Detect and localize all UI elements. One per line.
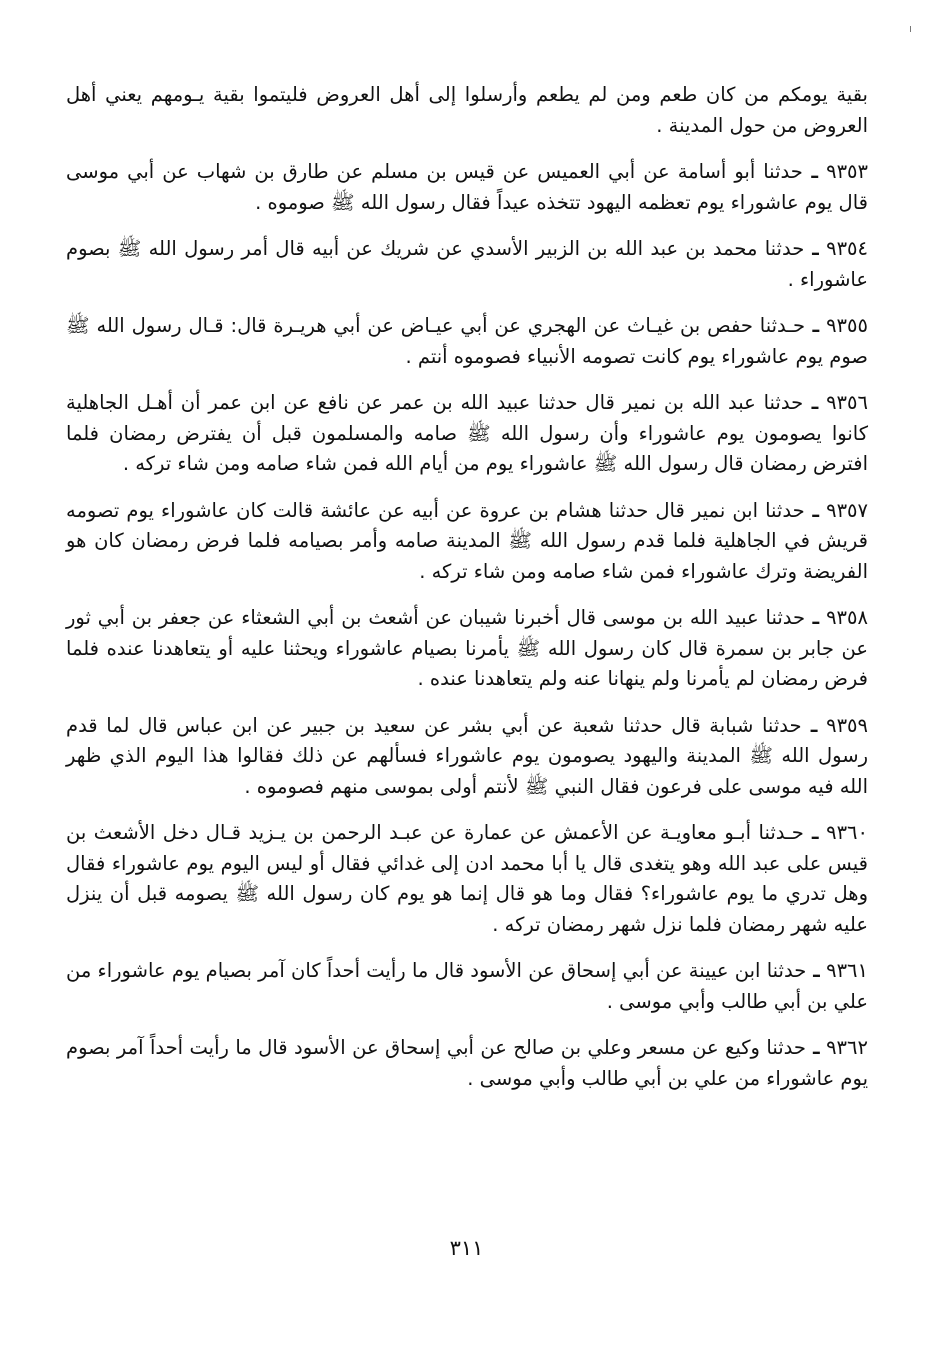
- hadith-text: حدثنا عبد الله بن نمير قال حدثنا عبيد الله بن عمر عن نافع عن ابن عمر أن أهـل الجاهلية كانوا يصومون يوم عاشوراء وأن رسول الله ﷺ صامه والمسلمون قبل أن يفترض رمضان فلما افترض رمضان قال رسول الله ﷺ عاشوراء يوم من أيام الله فمن شاء صامه ومن شاء تركه .: [66, 391, 868, 475]
- hadith-dash: ـ: [803, 821, 819, 844]
- hadith-number: ٩٣٥٥: [826, 314, 868, 337]
- hadith-dash: ـ: [806, 959, 820, 982]
- hadith-dash: ـ: [801, 713, 818, 737]
- hadith-text: حدثنا وكيع عن مسعر وعلي بن صالح عن أبي إسحاق عن الأسود قال ما رأيت أحداً آمر بصوم يوم عاشوراء من علي بن أبي طالب وأبي موسى .: [66, 1036, 868, 1090]
- hadith-text: حدثنا أبو أسامة عن أبي العميس عن قيس بن مسلم عن طارق بن شهاب عن أبي موسى قال يوم عاشوراء يوم تعظمه اليهود تتخذه عيداً فقال رسول الله ﷺ صوموه .: [66, 160, 868, 214]
- hadith-number: ٩٣٥٩: [826, 713, 868, 737]
- hadith-dash: ـ: [804, 498, 819, 522]
- hadith-text: حـدثنا أبـو معاويـة عن الأعمش عن عمارة عن عبـد الرحمن بن يـزيد قـال دخل الأشعث بن قيس على عبد الله وهو يتغدى قال يا أبا محمد ادن إلى غدائي فقال أو ليس اليوم يوم عاشوراء فقال وهل تدري ما يوم عاشوراء؟ فقال وما هو قال إنما هو يوم كان رسول الله ﷺ يصومه قبل أن ينزل عليه شهر رمضان فلما نزل شهر رمضان تركه .: [66, 821, 868, 936]
- hadith-9362: [66, 1033, 868, 1094]
- hadith-9354: [66, 234, 868, 295]
- hadith-9360: [66, 818, 868, 940]
- hadith-text: حدثنا ابن عيينة عن أبي إسحاق عن الأسود قال ما رأيت أحداً كان آمر بصيام يوم عاشوراء من علي بن أبي طالب وأبي موسى .: [66, 959, 868, 1013]
- hadith-dash: ـ: [804, 237, 819, 260]
- hadith-number: ٩٣٥٤: [826, 237, 868, 260]
- hadith-number: ٩٣٥٨: [826, 606, 868, 629]
- hadith-9357: [66, 496, 868, 588]
- hadith-text: حدثنا محمد بن عبد الله بن الزبير الأسدي عن شريك عن أبيه قال أمر رسول الله ﷺ بصوم عاشوراء .: [66, 237, 868, 291]
- hadith-9358: [66, 603, 868, 695]
- hadith-9355: [66, 311, 868, 372]
- hadith-number: ٩٣٥٣: [826, 160, 868, 183]
- hadith-dash: ـ: [805, 606, 820, 629]
- intro-text: بقية يومكم من كان طعم ومن لم يطعم وأرسلوا إلى أهل العروض فليتموا بقية يـومهم يعني أهل العروض من حول المدينة .: [66, 83, 868, 137]
- hadith-dash: ـ: [802, 160, 819, 183]
- hadith-9356: [66, 388, 868, 480]
- hadith-dash: ـ: [803, 391, 819, 414]
- page-number: ٣١١: [449, 1236, 484, 1260]
- hadith-number: ٩٣٦٠: [826, 821, 868, 844]
- hadith-number: ٩٣٦١: [826, 959, 868, 982]
- hadith-9361: [66, 956, 868, 1017]
- hadith-9359: [66, 711, 868, 803]
- hadith-dash: ـ: [805, 1036, 820, 1059]
- hadith-text: حـدثنا حفص بن غيـاث عن الهجري عن أبي عيـاض عن أبي هريـرة قال: قـال رسول الله ﷺ صوم يوم عاشوراء يوم كانت تصومه الأنبياء فصوموه أنتم .: [66, 314, 868, 368]
- hadith-text: حدثنا شبابة قال حدثنا شعبة عن أبي بشر عن سعيد بن جبير عن ابن عباس قال لما قدم رسول الله ﷺ المدينة واليهود يصومون يوم عاشوراء فسألهم عن ذلك فقالوا هذا اليوم الذي ظهر الله فيه موسى على فرعون فقال النبي ﷺ لأنتم أولى بموسى منهم فصوموه .: [66, 713, 868, 798]
- hadith-number: ٩٣٦٢: [826, 1036, 868, 1059]
- page-body: [66, 80, 868, 1110]
- intro-paragraph: [66, 80, 868, 141]
- hadith-dash: ـ: [805, 314, 820, 337]
- hadith-9353: [66, 157, 868, 218]
- hadith-number: ٩٣٥٧: [826, 498, 868, 522]
- hadith-text: حدثنا عبيد الله بن موسى قال أخبرنا شيبان عن أشعث بن أبي الشعثاء عن جعفر بن أبي ثور عن جابر بن سمرة قال كان رسول الله ﷺ يأمرنا بصيام عاشوراء ويحثنا عليه أو يتعاهدنا عنده فلما فرض رمضان لم يأمرنا ولم ينهانا عنه ولم يتعاهدنا عنده .: [66, 606, 868, 690]
- hadith-number: ٩٣٥٦: [826, 391, 868, 414]
- hadith-text: حدثنا ابن نمير قال حدثنا هشام بن عروة عن أبيه عن عائشة قالت كان عاشوراء يوم تصومه قريش في الجاهلية فلما قدم رسول الله ﷺ المدينة صامه وأمر بصيامه فلما فرض رمضان كان هو الفريضة وترك عاشوراء فمن شاء صامه ومن شاء تركه .: [66, 498, 868, 583]
- edge-mark: [910, 26, 911, 32]
